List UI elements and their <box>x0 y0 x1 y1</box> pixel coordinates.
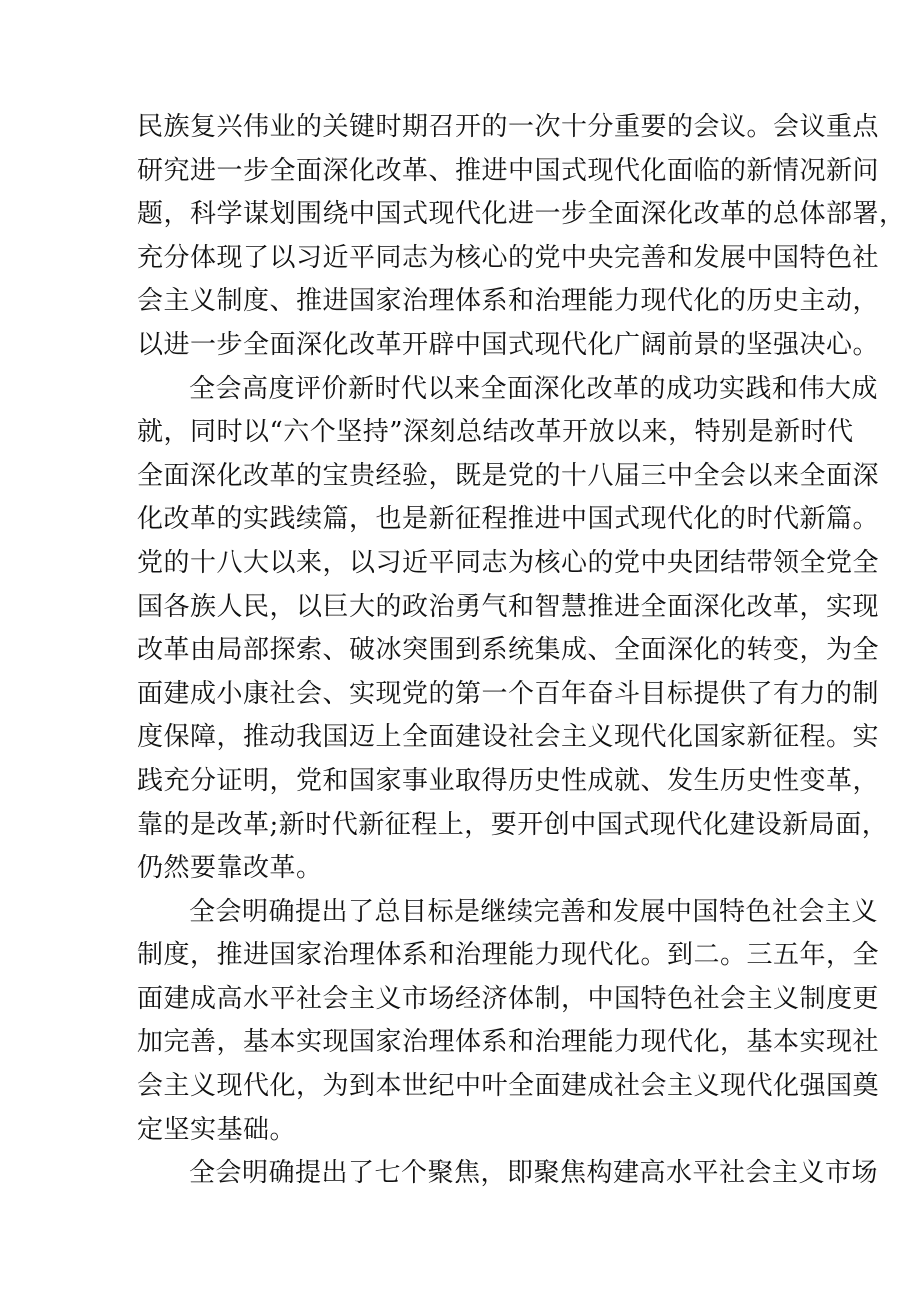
text-line: 研究进一步全面深化改革、推进中国式现代化面临的新情况新问 <box>137 155 880 186</box>
text-line: 面建成小康社会、实现党的第一个百年奋斗目标提供了有力的制 <box>137 678 880 709</box>
text-line: 民族复兴伟业的关键时期召开的一次十分重要的会议。会议重点 <box>137 112 880 142</box>
paragraph <box>137 106 906 368</box>
text-line: 以进一步全面深化改革开辟中国式现代化广阔前景的坚强决心。 <box>137 329 880 360</box>
text-line: 靠的是改革;新时代新征程上，要开创中国式现代化建设新局面， <box>137 809 889 840</box>
text-line: 就，同时以“六个坚持”深刻总结改革开放以来，特别是新时代 <box>137 417 854 448</box>
text-line: 定坚实基础。 <box>137 1114 297 1145</box>
paragraph <box>137 368 889 891</box>
text-line: 会主义现代化，为到本世纪中叶全面建成社会主义现代化强国奠 <box>137 1071 880 1102</box>
text-line: 度保障，推动我国迈上全面建设社会主义现代化国家新征程。实 <box>137 722 880 753</box>
text-line: 全会高度评价新时代以来全面深化改革的成功实践和伟大成 <box>189 373 879 404</box>
text-line: 会主义制度、推进国家治理体系和治理能力现代化的历史主动， <box>137 286 880 317</box>
text-line: 仍然要靠改革。 <box>137 853 323 884</box>
text-line: 党的十八大以来，以习近平同志为核心的党中央团结带领全党全 <box>137 547 880 578</box>
paragraph <box>137 1152 879 1196</box>
text-line: 制度，推进国家治理体系和治理能力现代化。到二。三五年，全 <box>137 940 880 971</box>
text-line: 加完善，基本实现国家治理体系和治理能力现代化，基本实现社 <box>137 1027 880 1058</box>
text-line: 面建成高水平社会主义市场经济体制，中国特色社会主义制度更 <box>137 983 880 1014</box>
text-line: 国各族人民，以巨大的政治勇气和智慧推进全面深化改革，实现 <box>137 591 880 622</box>
text-line: 改革由局部探索、破冰突围到系统集成、全面深化的转变，为全 <box>137 635 880 666</box>
text-line: 题，科学谋划围绕中国式现代化进一步全面深化改革的总体部署， <box>137 199 906 230</box>
text-line: 化改革的实践续篇，也是新征程推进中国式现代化的时代新篇。 <box>137 504 880 535</box>
text-line: 践充分证明，党和国家事业取得历史性成就、发生历史性变革， <box>137 765 880 796</box>
text-line: 全会明确提出了七个聚焦，即聚焦构建高水平社会主义市场 <box>189 1158 879 1189</box>
text-line: 全会明确提出了总目标是继续完善和发展中国特色社会主义 <box>189 896 879 927</box>
text-line: 全面深化改革的宝贵经验，既是党的十八届三中全会以来全面深 <box>137 460 880 491</box>
text-line: 充分体现了以习近平同志为核心的党中央完善和发展中国特色社 <box>137 242 880 273</box>
paragraph <box>137 891 880 1153</box>
document-body <box>137 106 906 1196</box>
